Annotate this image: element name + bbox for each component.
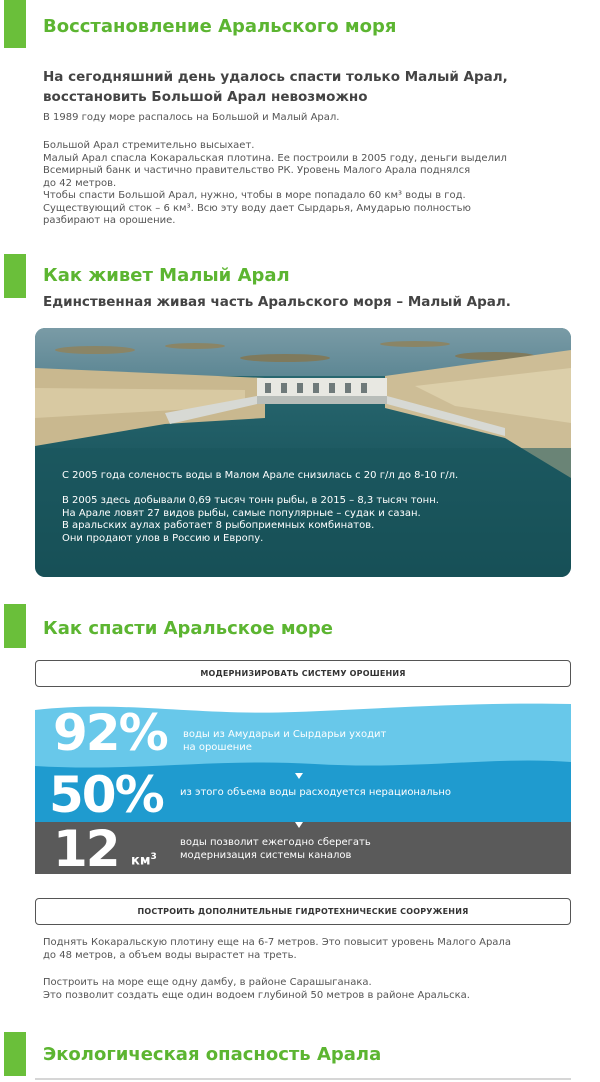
text-line: воды из Амударьи и Сырдарьи уходит — [183, 729, 387, 740]
subtitle-line: На сегодняшний день удалось спасти только Малый Арал, — [43, 69, 508, 85]
unit-text: км — [131, 853, 151, 869]
paragraph — [43, 140, 507, 228]
text-line: На Арале ловят 27 видов рыбы, самые популярные – судак и сазан. — [62, 507, 421, 519]
stat-50-text: из этого объема воды расходуется нерационально — [180, 787, 452, 798]
section-subtitle — [43, 67, 508, 107]
text-line: до 48 метров, а объем воды вырастет на треть. — [43, 949, 297, 961]
stat-50-percent: 50% — [49, 766, 163, 824]
hydro-structures-label-box: ПОСТРОИТЬ ДОПОЛНИТЕЛЬНЫЕ ГИДРОТЕХНИЧЕСКИЕ СООРУЖЕНИЯ — [35, 898, 571, 925]
text-line: до 42 метров. — [43, 177, 117, 189]
text-line: модернизация системы каналов — [180, 850, 352, 861]
salinity-text: С 2005 года соленость воды в Малом Арале снизилась с 20 г/л до 8-10 г/л. — [62, 470, 459, 481]
paragraph — [43, 977, 470, 1002]
text-line: Малый Арал спасла Кокаральская плотина. Ее построили в 2005 году, деньги выделил — [43, 152, 507, 164]
stats-infographic — [35, 700, 571, 878]
paragraph: В 1989 году море распалось на Большой и Малый Арал. — [43, 112, 340, 123]
stat-12-text — [180, 836, 371, 862]
text-line: разбирают на орошение. — [43, 215, 176, 226]
text-line: Чтобы спасти Большой Арал, нужно, чтобы в море попадало 60 км³ воды в год. — [43, 190, 466, 201]
section-marker — [4, 254, 26, 298]
unit-superscript: 3 — [150, 852, 157, 862]
text-line: В аральских аулах работает 8 рыбоприемных комбинатов. — [62, 520, 375, 532]
section-title: Как спасти Аральское море — [43, 618, 334, 639]
irrigation-label-box: МОДЕРНИЗИРОВАТЬ СИСТЕМУ ОРОШЕНИЯ — [35, 660, 571, 687]
text-line: В 2005 здесь добывали 0,69 тысяч тонн рыбы, в 2015 – 8,3 тысяч тонн. — [62, 495, 439, 506]
text-line: Построить на море еще одну дамбу, в районе Сарашыганака. — [43, 977, 372, 988]
text-line: воды позволит ежегодно сберегать — [180, 837, 371, 848]
section-title: Экологическая опасность Арала — [43, 1044, 382, 1065]
stat-92-percent: 92% — [53, 704, 167, 762]
section-marker — [4, 604, 26, 648]
section-marker — [4, 1032, 26, 1076]
text-line: Всемирный банк и частично правительство РК. Уровень Малого Арала поднялся — [43, 165, 471, 176]
divider — [35, 1078, 571, 1080]
text-line: Большой Арал стремительно высыхает. — [43, 140, 255, 151]
subtitle-line: восстановить Большой Арал невозможно — [43, 89, 368, 105]
paragraph — [43, 937, 511, 962]
text-line: на орошение — [183, 742, 252, 753]
text-line: Они продают улов в Россию и Европу. — [62, 532, 264, 544]
text-line: Поднять Кокаральскую плотину еще на 6-7 метров. Это повысит уровень Малого Арала — [43, 937, 511, 948]
section-title: Как живет Малый Арал — [43, 265, 290, 286]
section-marker — [4, 0, 26, 48]
stat-12-unit — [131, 852, 157, 868]
section-title: Восстановление Аральского моря — [43, 16, 397, 37]
aral-dam-photo — [35, 328, 571, 577]
text-line: Это позволит создать еще один водоем глубиной 50 метров в районе Аральска. — [43, 989, 470, 1001]
fish-stats-text — [62, 495, 439, 545]
stat-92-text — [183, 728, 386, 754]
section-subtitle: Единственная живая часть Аральского моря – Малый Арал. — [43, 294, 511, 310]
text-line: Существующий сток – 6 км³. Всю эту воду дает Сырдарья, Амударью полностью — [43, 202, 471, 214]
stat-12-value: 12 — [53, 820, 119, 878]
